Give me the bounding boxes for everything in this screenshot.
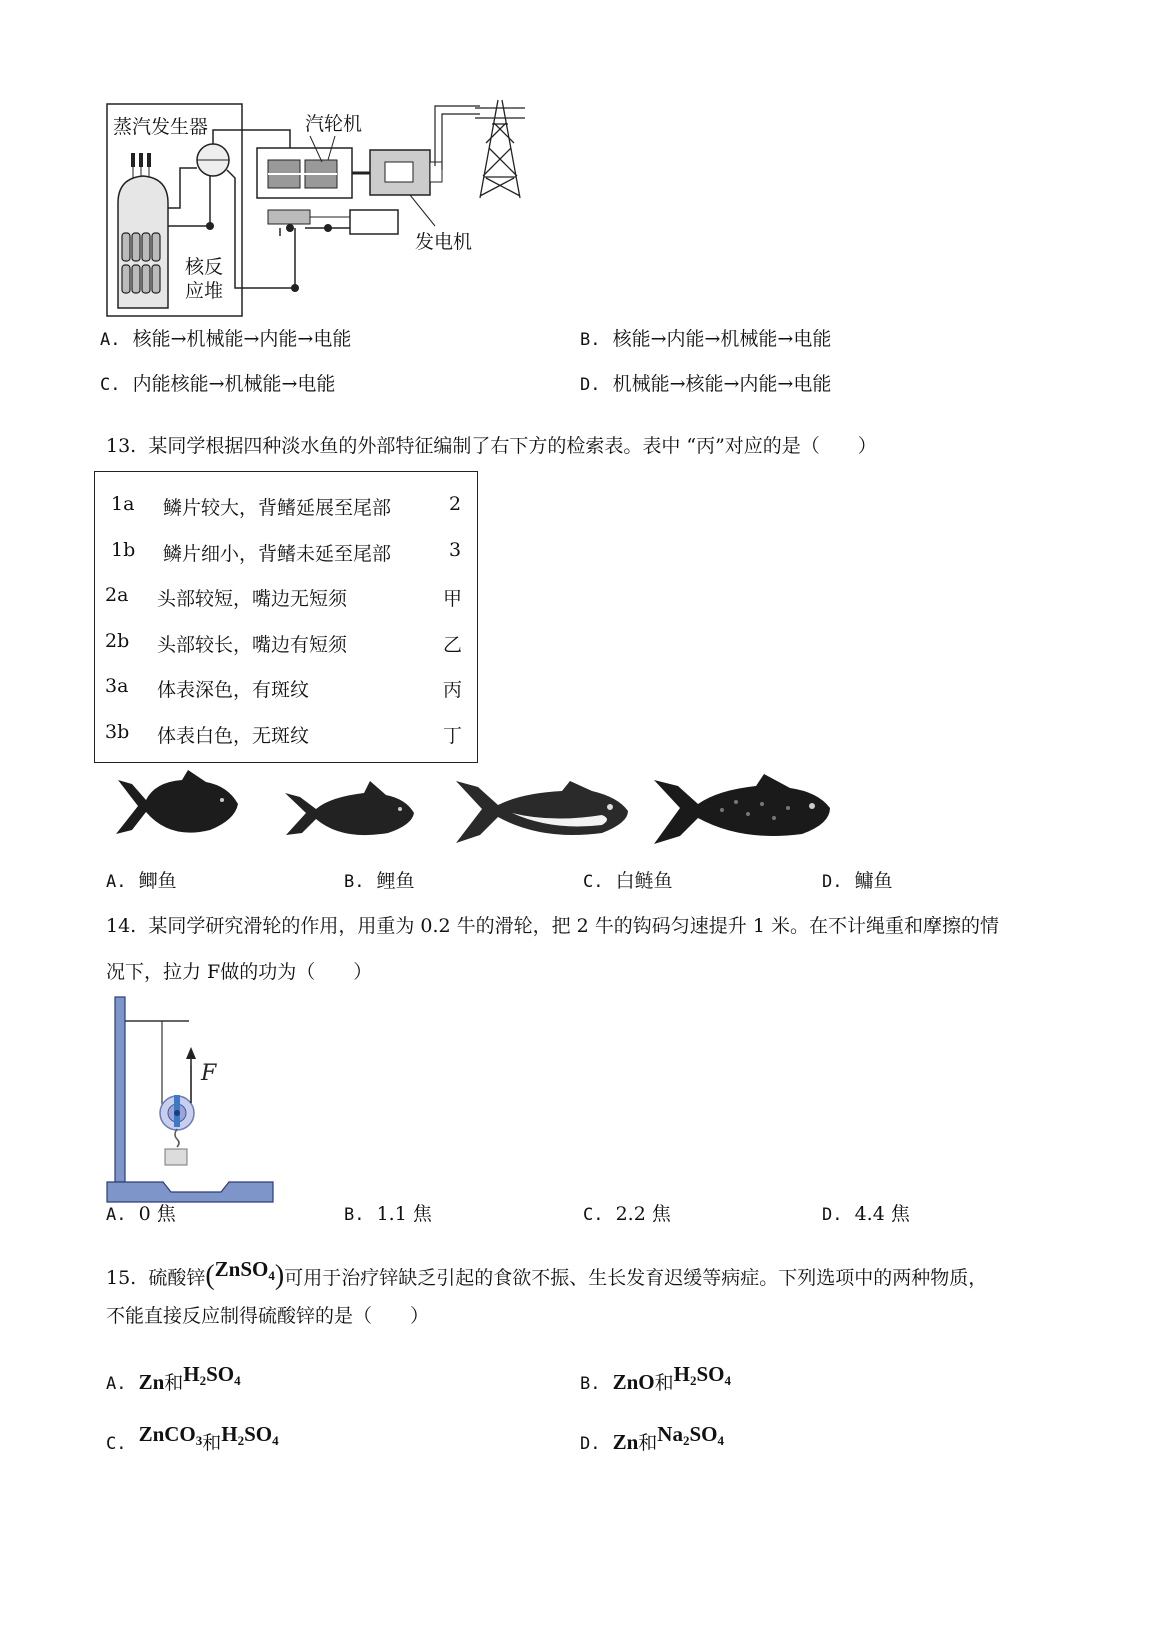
reactant-2: $Na_2SO_4$: [657, 1422, 724, 1448]
nuclear-power-diagram: [100, 98, 560, 323]
q15-option-b[interactable]: B. ZnO和$H_2SO_4$: [580, 1362, 731, 1394]
key-row: 3b 体表白色，无斑纹 丁: [105, 721, 463, 747]
q12-option-d[interactable]: D. 机械能→核能→内能→电能: [580, 373, 832, 395]
reactant-1: Zn: [612, 1430, 639, 1454]
q15-option-c[interactable]: C. ZnCO$_3$和$H_2SO_4$: [106, 1422, 279, 1454]
label-generator: 发电机: [415, 231, 473, 253]
turbine-icon: [257, 148, 352, 198]
pylon-icon: [475, 100, 525, 198]
reactant-2: $H_2SO_4$: [221, 1422, 279, 1448]
label-reactor-1: 核反: [185, 256, 224, 278]
q15-stem-line1: 15. 硫酸锌(ZnSO$_4$)可用于治疗锌缺乏引起的食欲不振、生长发育迟缓等病症。下列选项中的两种物质，: [106, 1257, 988, 1291]
q13-option-a[interactable]: A. 鲫鱼: [106, 870, 177, 892]
key-row: 2b 头部较长，嘴边有短须 乙: [105, 630, 463, 656]
pulley-apparatus-diagram: [105, 995, 280, 1205]
q12-option-a[interactable]: A. 核能→机械能→内能→电能: [100, 328, 352, 350]
q15-option-d[interactable]: D. Zn和$Na_2SO_4$: [580, 1422, 724, 1454]
silver-carp-fish-icon: [452, 775, 632, 850]
steam-generator-icon: [197, 144, 229, 176]
hook-weight-icon: [165, 1129, 187, 1165]
label-steam-generator: 蒸汽发生器: [113, 116, 209, 138]
reactant-1: ZnO: [612, 1370, 655, 1394]
znso4-formula: ZnSO$_4$: [214, 1257, 275, 1283]
common-carp-fish-icon: [280, 775, 420, 845]
q15-option-a[interactable]: A. Zn和$H_2SO_4$: [106, 1362, 241, 1394]
key-row: 2a 头部较短，嘴边无短须 甲: [105, 584, 463, 610]
q14-number: 14.: [106, 915, 137, 937]
reactant-2: $H_2SO_4$: [673, 1362, 731, 1388]
q13-option-c[interactable]: C. 白鲢鱼: [583, 870, 673, 892]
reactant-1: ZnCO$_3$: [138, 1422, 203, 1448]
pulley-wheel-icon: [160, 1095, 194, 1130]
q13-option-b[interactable]: B. 鲤鱼: [344, 870, 415, 892]
q15-number: 15.: [106, 1267, 137, 1289]
q13-option-d[interactable]: D. 鳙鱼: [822, 870, 893, 892]
q13-number: 13.: [106, 435, 137, 457]
force-label: F: [201, 1061, 217, 1086]
reactant-2: $H_2SO_4$: [183, 1362, 241, 1388]
q15-stem-line2: 不能直接反应制得硫酸锌的是（ ）: [106, 1305, 430, 1327]
q12-option-b[interactable]: B. 核能→内能→机械能→电能: [580, 328, 832, 350]
q14-stem-line1: 14. 某同学研究滑轮的作用，用重为 0.2 牛的滑轮，把 2 牛的钩码匀速提升 1 米。在不计绳重和摩擦的情: [106, 915, 999, 937]
q14-option-c[interactable]: C. 2.2 焦: [583, 1203, 671, 1225]
dichotomous-key-table: [94, 471, 478, 763]
q14-option-d[interactable]: D. 4.4 焦: [822, 1203, 910, 1225]
force-arrow-icon: [186, 1047, 196, 1103]
stand-frame: [107, 997, 273, 1202]
transmission-lines: [435, 106, 480, 170]
label-turbine: 汽轮机: [305, 113, 363, 135]
key-row: 3a 体表深色，有斑纹 丙: [105, 675, 463, 701]
q14-option-a[interactable]: A. 0 焦: [106, 1203, 176, 1225]
label-reactor-2: 应堆: [185, 280, 224, 302]
q13-stem: 13. 某同学根据四种淡水鱼的外部特征编制了右下方的检索表。表中 “丙”对应的是（ ）: [106, 435, 877, 457]
bighead-carp-fish-icon: [652, 772, 832, 852]
crucian-carp-fish-icon: [110, 768, 245, 843]
generator-icon: [352, 150, 442, 195]
reactor-vessel: [118, 176, 168, 308]
reactant-1: Zn: [138, 1370, 165, 1394]
q14-option-b[interactable]: B. 1.1 焦: [344, 1203, 432, 1225]
q12-option-c[interactable]: C. 内能核能→机械能→电能: [100, 373, 336, 395]
key-row: 1a 鳞片较大，背鳍延展至尾部 2: [111, 493, 462, 519]
key-row: 1b 鳞片细小，背鳍未延至尾部 3: [111, 539, 462, 565]
q14-stem-line2: 况下，拉力 F做的功为（ ）: [106, 961, 373, 983]
